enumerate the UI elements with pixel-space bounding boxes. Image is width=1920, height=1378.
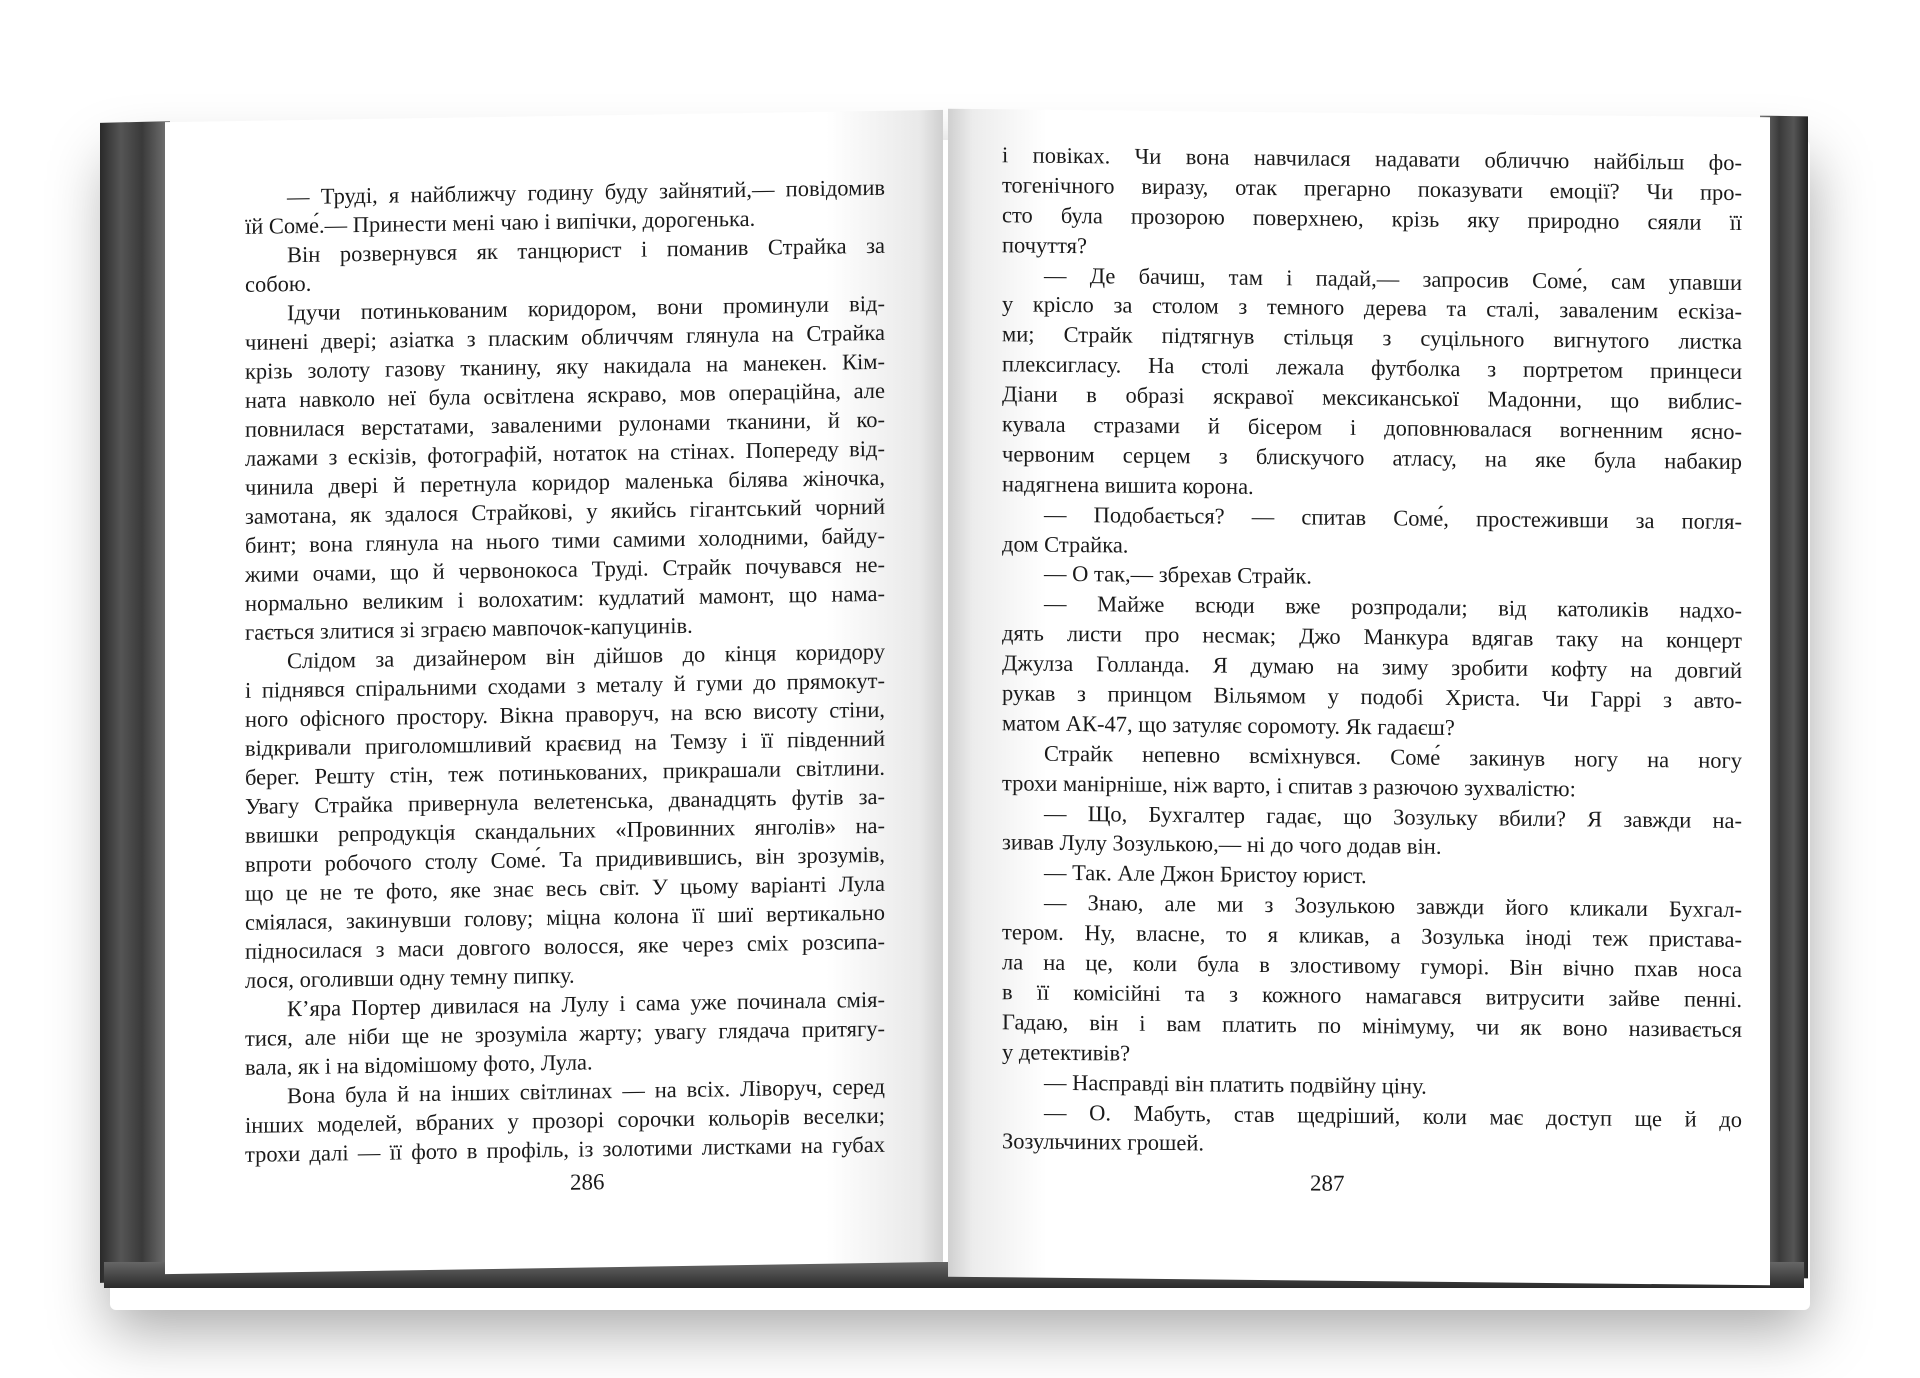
text-line: у крісло за столом з темного дерева та сталі, заваленим ескіза-	[1002, 291, 1742, 325]
left-page-text	[245, 173, 885, 1169]
text-line: — Так. Але Джон Бристоу юрист.	[1044, 860, 1367, 889]
text-line: крізь золоту газову тканину, яку накидала на манекен. Кім-	[245, 348, 885, 384]
text-line: ми; Страйк підтягнув стільця з суцільного вигнутого листка	[1002, 321, 1742, 355]
text-line: дять листи про несмак; Джо Манкура вдягав таку на концерт	[1002, 620, 1742, 654]
text-line: — Знаю, але ми з Зозулькою завжди його кликали Бухгал-	[1044, 889, 1742, 923]
text-line: нормально великим і волохатим: кудлатий мамонт, що нама-	[245, 580, 885, 616]
text-line: тися, але ніби ще не зрозуміла жарту; увагу глядача притягу-	[245, 1015, 885, 1051]
text-line: Діани в образі яскравої мексиканської Мадонни, що виблис-	[1002, 381, 1742, 415]
text-line: ната навколо неї була освітлена яскраво, мов операційна, але	[245, 377, 885, 413]
text-line: і повіках. Чи вона навчилася надавати обличчю найбільш фо-	[1002, 142, 1742, 176]
text-line: надягнена вишита корона.	[1002, 471, 1254, 499]
text-line: Вона була й на інших світлинах — на всіх. Ліворуч, серед	[287, 1073, 885, 1109]
text-line: жими очами, що й червонокоса Труді. Страйк почувався не-	[245, 551, 885, 587]
text-line: ного офісного простору. Вікна праворуч, на всю висоту стіни,	[245, 696, 885, 732]
text-line: сто була прозорою поверхнею, крізь яку природно сяяли її	[1002, 202, 1742, 235]
text-line: кувала стразами й бісером і доповнювалася вогненним ясно-	[1002, 411, 1742, 445]
text-line: — О так,— збрехав Страйк.	[1044, 561, 1312, 589]
text-line: тогенічного виразу, отак прегарно показувати емоції? Чи про-	[1002, 172, 1742, 205]
text-line: що це не те фото, яке знає весь світ. У цьому варіанті Лула	[245, 870, 885, 906]
text-line: матом АК-47, що затуляє соромоту. Як гадаєш?	[1002, 710, 1455, 740]
text-line: чинила двері й перетнула коридор маленька білява жіночка,	[245, 464, 885, 500]
text-line: і піднявся спіральними сходами з металу й гуми до прямокут-	[245, 667, 885, 703]
text-line: собою.	[245, 270, 312, 297]
text-line: в її комісійні та з кожного намагався витрусити зайве пенні.	[1002, 979, 1742, 1012]
text-line: — Де бачиш, там і падай,— запросив Соме́, сам упавши	[1044, 262, 1742, 295]
text-line: трохи далі — її фото в профіль, із золотими листками на губах	[245, 1131, 885, 1167]
text-line: їй Соме́.— Принести мені чаю і випічки, дорогенька.	[245, 205, 756, 239]
text-line: берег. Решту стін, теж потинькованих, прикрашали світлини.	[245, 754, 885, 790]
text-line: Ідучи потинькованим коридором, вони проминули від-	[287, 290, 885, 326]
text-line: Гадаю, він і вам платить по мінімуму, чи як воно називається	[1002, 1009, 1742, 1042]
text-line: дом Страйка.	[1002, 530, 1129, 558]
right-page	[948, 109, 1770, 1286]
text-line: Увагу Страйка привернула велетенська, дванадцять футів за-	[245, 783, 885, 819]
text-line: почуття?	[1002, 231, 1087, 258]
text-line: трохи манірніше, ніж варто, і спитав з разючою зухвалістю:	[1002, 769, 1576, 801]
right-page-number: 287	[1310, 1170, 1345, 1196]
text-line: ла на це, коли була в злостивому гуморі. Він вічно пхав носа	[1002, 949, 1742, 983]
left-page-number: 286	[570, 1169, 605, 1195]
text-line: ввишки репродукція скандальних «Провинних янголів» на-	[245, 812, 885, 848]
left-page	[165, 110, 943, 1274]
text-line: тером. Ну, власне, то я кликав, а Зозулька іноді теж пристава-	[1002, 919, 1742, 953]
text-line: — Насправді він платить подвійну ціну.	[1044, 1069, 1427, 1099]
text-line: лажами з ескізів, фотографій, нотаток на стінах. Попереду від-	[245, 435, 885, 471]
text-line: інших моделей, вбраних у прозорі сорочки кольорів веселки;	[245, 1102, 885, 1138]
text-line: — Що, Бухгалтер гадає, що Зозульку вбили? Я завжди на-	[1044, 800, 1742, 833]
text-line: відкривали приголомшливий краєвид на Темзу і її південний	[245, 725, 885, 761]
text-line: гається злитися зі зграєю мавпочок-капуцинів.	[245, 612, 693, 645]
text-line: повнилася верстатами, заваленими рулонами тканини, й ко-	[245, 406, 885, 442]
text-line: бинт; вона глянула на нього тими самими холодними, байду-	[245, 522, 885, 558]
text-line: чинені двері; азіатка з пласким обличчям глянула на Страйка	[245, 319, 885, 355]
text-line: К’яра Портер дивилася на Лулу і сама уже починала смія-	[287, 986, 885, 1022]
text-line: — Труді, я найближчу годину буду зайнятий,— повідомив	[287, 174, 885, 210]
text-line: — Подобається? — спитав Соме́, простеживши за погля-	[1044, 501, 1742, 534]
text-line: — О. Мабуть, став щедріший, коли має доступ ще й до	[1044, 1099, 1742, 1132]
text-line: — Майже всюди вже розпродали; від католиків надхо-	[1044, 591, 1742, 624]
text-line: рукав з принцом Вільямом у подобі Христа. Чи Гаррі з авто-	[1002, 680, 1742, 714]
text-line: Слідом за дизайнером він дійшов до кінця коридору	[287, 638, 885, 674]
text-line: лося, оголивши одну темну пипку.	[245, 962, 575, 993]
text-line: замотана, як здалося Страйкові, у якийсь гігантський чорний	[245, 493, 885, 529]
text-line: підносилася з маси довгого волосся, яке через сміх розсипа-	[245, 928, 885, 964]
text-line: впроти робочого столу Соме́. Та придивившись, він зрозумів,	[245, 841, 885, 877]
book-edge-left	[100, 121, 170, 1283]
text-line: Страйк непевно всміхнувся. Соме́ закинув ногу на ногу	[1044, 740, 1742, 773]
text-line: вала, як і на відомішому фото, Лула.	[245, 1049, 593, 1080]
right-page-text	[1002, 140, 1742, 1164]
text-line: плексигласу. На столі лежала футболка з портретом принцеси	[1002, 351, 1742, 385]
text-line: у детективів?	[1002, 1038, 1131, 1066]
text-line: сміялася, закинувши голову; міцна колона її шиї вертикально	[245, 899, 885, 935]
text-line: Зозульчиних грошей.	[1002, 1128, 1204, 1156]
text-line: червоним серцем з блискучого атласу, на яке була набакир	[1002, 441, 1742, 474]
text-line: Він розвернувся як танцюрист і поманив Страйка за	[287, 232, 885, 268]
text-line: зивав Лулу Зозулькою,— ні до чого додав він.	[1002, 829, 1442, 860]
text-line: Джулза Голланда. Я думаю на зиму зробити кофту на довгий	[1002, 650, 1742, 684]
